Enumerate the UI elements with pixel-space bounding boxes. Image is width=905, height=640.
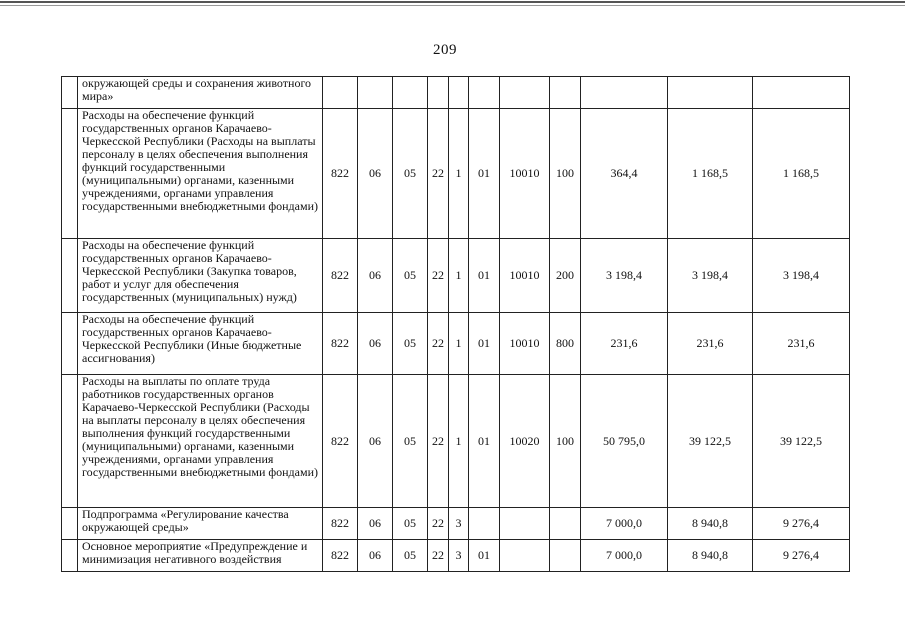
table-row: [62, 109, 850, 239]
description-cell: Подпрограмма «Регулирование качества окружающей среды»: [78, 508, 323, 540]
direction-cell: 10010: [500, 109, 550, 239]
table-row: [62, 239, 850, 313]
year3-amount-cell: 9 276,4: [753, 540, 850, 572]
direction-cell: 10010: [500, 313, 550, 375]
description-cell: Расходы на обеспечение функций государственных органов Карачаево-Черкесской Республики (Закупка товаров, работ и услуг для обеспечения государственных (муниципальных) нужд): [78, 239, 323, 313]
year3-amount-cell: 3 198,4: [753, 239, 850, 313]
subprogram-cell: 3: [449, 540, 469, 572]
expense-type-cell: 100: [550, 375, 581, 508]
year1-amount-cell: [581, 77, 668, 109]
expense-type-cell: 200: [550, 239, 581, 313]
index-cell: [62, 540, 78, 572]
admin-code-cell: 822: [323, 109, 358, 239]
year2-amount-cell: 3 198,4: [668, 239, 753, 313]
budget-table: [61, 76, 850, 572]
table-row: [62, 77, 850, 109]
subprogram-cell: 1: [449, 239, 469, 313]
year2-amount-cell: 8 940,8: [668, 508, 753, 540]
year3-amount-cell: 9 276,4: [753, 508, 850, 540]
description-cell: Расходы на обеспечение функций государственных органов Карачаево-Черкесской Республики (Иные бюджетные ассигнования): [78, 313, 323, 375]
section-cell: 06: [358, 540, 393, 572]
index-cell: [62, 109, 78, 239]
section-cell: 06: [358, 313, 393, 375]
section-cell: 06: [358, 375, 393, 508]
expense-type-cell: [550, 77, 581, 109]
year1-amount-cell: 364,4: [581, 109, 668, 239]
subsection-cell: [393, 77, 428, 109]
year1-amount-cell: 231,6: [581, 313, 668, 375]
measure-cell: 01: [469, 109, 500, 239]
table-row: [62, 540, 850, 572]
year1-amount-cell: 7 000,0: [581, 540, 668, 572]
subsection-cell: 05: [393, 313, 428, 375]
year1-amount-cell: 7 000,0: [581, 508, 668, 540]
subprogram-cell: 1: [449, 109, 469, 239]
subsection-cell: 05: [393, 109, 428, 239]
index-cell: [62, 508, 78, 540]
measure-cell: [469, 77, 500, 109]
admin-code-cell: 822: [323, 508, 358, 540]
year3-amount-cell: 1 168,5: [753, 109, 850, 239]
year3-amount-cell: [753, 77, 850, 109]
page-number: 209: [433, 42, 457, 58]
subsection-cell: 05: [393, 508, 428, 540]
expense-type-cell: 800: [550, 313, 581, 375]
expense-type-cell: 100: [550, 109, 581, 239]
program-cell: 22: [428, 313, 449, 375]
measure-cell: 01: [469, 375, 500, 508]
direction-cell: [500, 508, 550, 540]
program-cell: 22: [428, 508, 449, 540]
year2-amount-cell: 8 940,8: [668, 540, 753, 572]
index-cell: [62, 239, 78, 313]
description-cell: Основное мероприятие «Предупреждение и минимизация негативного воздействия: [78, 540, 323, 572]
direction-cell: 10010: [500, 239, 550, 313]
program-cell: 22: [428, 375, 449, 508]
section-cell: 06: [358, 239, 393, 313]
direction-cell: [500, 77, 550, 109]
index-cell: [62, 313, 78, 375]
expense-type-cell: [550, 508, 581, 540]
admin-code-cell: 822: [323, 540, 358, 572]
measure-cell: 01: [469, 239, 500, 313]
table-row: [62, 508, 850, 540]
measure-cell: [469, 508, 500, 540]
expense-type-cell: [550, 540, 581, 572]
year1-amount-cell: 3 198,4: [581, 239, 668, 313]
year3-amount-cell: 39 122,5: [753, 375, 850, 508]
year3-amount-cell: 231,6: [753, 313, 850, 375]
year2-amount-cell: 231,6: [668, 313, 753, 375]
measure-cell: 01: [469, 313, 500, 375]
top-border-line: [0, 1, 905, 3]
program-cell: 22: [428, 239, 449, 313]
subprogram-cell: 1: [449, 375, 469, 508]
subsection-cell: 05: [393, 540, 428, 572]
table-row: [62, 313, 850, 375]
year2-amount-cell: 1 168,5: [668, 109, 753, 239]
program-cell: 22: [428, 109, 449, 239]
year2-amount-cell: 39 122,5: [668, 375, 753, 508]
program-cell: 22: [428, 540, 449, 572]
admin-code-cell: 822: [323, 313, 358, 375]
section-cell: 06: [358, 508, 393, 540]
table-row: [62, 375, 850, 508]
direction-cell: 10020: [500, 375, 550, 508]
year2-amount-cell: [668, 77, 753, 109]
description-cell: Расходы на обеспечение функций государственных органов Карачаево-Черкесской Республики (Расходы на выплаты персоналу в целях обеспечения выполнения функций государственными (муниципальными) органами, казенными учреждениями, органами управления государственными внебюджетными фондами): [78, 109, 323, 239]
admin-code-cell: 822: [323, 239, 358, 313]
subprogram-cell: [449, 77, 469, 109]
description-cell: окружающей среды и сохранения животного мира»: [78, 77, 323, 109]
measure-cell: 01: [469, 540, 500, 572]
direction-cell: [500, 540, 550, 572]
description-cell: Расходы на выплаты по оплате труда работников государственных органов Карачаево-Черкесской Республики (Расходы на выплаты персоналу в целях обеспечения выполнения функций государственными (муниципальными) органами, казенными учреждениями, органами управления государственными внебюджетными фондами): [78, 375, 323, 508]
index-cell: [62, 375, 78, 508]
subsection-cell: 05: [393, 375, 428, 508]
year1-amount-cell: 50 795,0: [581, 375, 668, 508]
subsection-cell: 05: [393, 239, 428, 313]
section-cell: [358, 77, 393, 109]
index-cell: [62, 77, 78, 109]
top-border-line-secondary: [0, 5, 905, 6]
program-cell: [428, 77, 449, 109]
admin-code-cell: [323, 77, 358, 109]
subprogram-cell: 3: [449, 508, 469, 540]
admin-code-cell: 822: [323, 375, 358, 508]
subprogram-cell: 1: [449, 313, 469, 375]
section-cell: 06: [358, 109, 393, 239]
